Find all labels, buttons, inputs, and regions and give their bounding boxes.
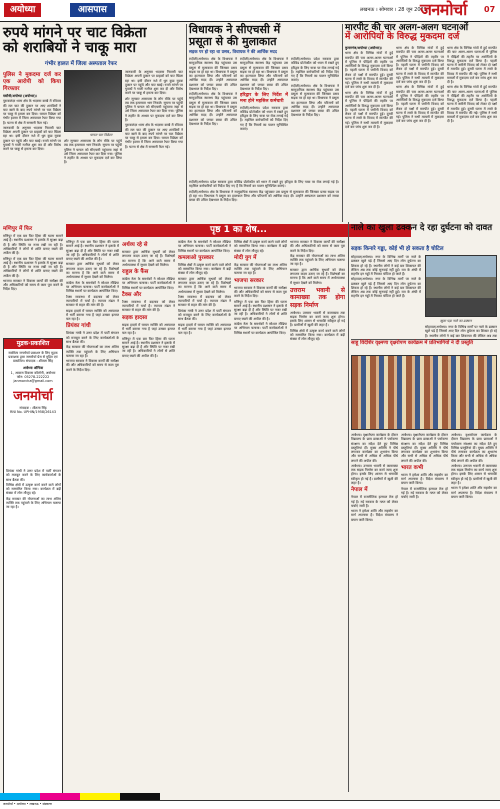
cont3-body3: टैक्स व्यवस्था में बदलाव को लेकर व्यापारियों में चर्चा है। व्यापार मंडल ने सरकार से राहत की मांग की है। xyxy=(178,294,231,308)
story1-body-c-cont: शोर सुनकर आसपास के लोग मौके पर पहुंचे तब तक हमलावर भाग निकले। सूचना पर पहुंची पुलिस ने घायल को सीएचसी पहुंचाया जहां से उसे जिला अस्पताल रेफर कर दिया गया। पुलिस ने तहरीर के आधार पर मुकदमा दर्ज कर लिया है। xyxy=(125,96,183,122)
story3-body-bottom: रुदौली/अयोध्या। प्रदेश सरकार द्वारा कोविड प्रोटोकॉल को ध्यान में रखते हुए हरिद्वार के लिए यात्रा पर रोक लगाई गई है। महसिल कर्मचारियों को निर्देश दिए गए हैं कि नियमों का पालन सुनिश्चित कराएं। xyxy=(189,180,339,189)
cont5-body3: सरकार द्वारा आर्थिक सुधारों को लेकर लगातार कदम उठाए जा रहे हैं। विशेषज्ञों का मानना है कि आने वाले समय में अर्थव्यवस्था में सुधार देखने को मिलेगा। xyxy=(290,267,345,285)
cont4-body: विभिन्न क्षेत्रों में उत्कृष्ट कार्य करने वाले लोगों को सम्मानित किया गया। कार्यक्रम में बड़ी संख्या में लोग मौजूद रहे। xyxy=(234,240,287,253)
cont-award-body: विभिन्न क्षेत्रों में उत्कृष्ट कार्य करने वाले लोगों को सम्मानित किया गया। कार्यक्रम में बड़ी संख्या में लोग मौजूद रहे। xyxy=(178,262,231,276)
column-rule xyxy=(342,24,343,222)
cont-award-title: कमलाओ पुरस्कार xyxy=(178,254,214,261)
story6-col-a xyxy=(351,433,398,790)
story5-body-cont: सोहावल/अयोध्या। नगर के विभिन्न मार्गों पर नाले के ढक्कन खुले पड़े हैं जिससे आए दिन लोग दुर्घटना का शिकार हो रहे हैं। स्थानीय लोगों ने कई बार शिकायत की लेकिन अब तक कोई सुनवाई नहीं हुई। रात के अंधेरे में राहगीर इन गड्ढों में गिरकर चोटिल हो जाते हैं। xyxy=(351,277,421,299)
cont1-body2: सरकार द्वारा आर्थिक सुधारों को लेकर लगातार कदम उठाए जा रहे हैं। विशेषज्ञों का मानना है कि आने वाले समय में अर्थव्यवस्था में सुधार देखने को मिलेगा। xyxy=(66,262,119,280)
imprint-phone: फोन: 05278-222222 xyxy=(16,374,50,379)
continued-manipur xyxy=(3,224,63,334)
cont-accident-body: सड़क हादसे में घायल व्यक्ति को अस्पताल में भर्ती कराया गया है जहां उसका इलाज चल रहा है। xyxy=(122,322,175,336)
story6-body3: भारत ने हमेशा शांति और सहयोग का मार्ग अपनाया है। विदेश मंत्रालय ने बयान जारी किया। xyxy=(351,509,398,522)
cont-priyanka-title: प्रियंका गांधी xyxy=(66,323,91,330)
continued-col-2 xyxy=(122,240,175,790)
story2-headline-line1: विधायक ने सीएचसी में xyxy=(189,23,281,36)
cont-road-body: अयोध्या। उत्तराम भवानी से कामाख्या तक सड़क निर्माण का कार्य जल्द शुरू होगा। इसके लिए शासन से धनराशि स्वीकृत हो गई है। ग्रामीणों में खुशी की लहर है। xyxy=(290,310,345,328)
cont-tax-title: टैक्स और xyxy=(122,291,142,298)
story4-body-b2: थाना क्षेत्र के विभिन्न गांवों में हुई मारपीट की चार अलग-अलग घटनाओं में पुलिस ने पीड़ितों की तहरीर पर आरोपियों के विरुद्ध मुकदमा दर्ज किया है। पहली घटना में जमीनी विवाद को लेकर दो पक्षों में मारपीट हुई। दूसरी घटना में रास्ते के विवाद में मारपीट की गई। पुलिस ने सभी मामलों में मुकदमा दर्ज कर जांच शुरू कर दी है। xyxy=(396,85,444,124)
cont1-body7: भाजपा सरकार ने विकास कार्यों की समीक्षा की और अधिकारियों को समय से काम पूरा करने के निर्देश दिए। xyxy=(66,359,119,372)
imprint-logo: जनमोर्चा xyxy=(13,389,53,405)
cont1-body3: कांग्रेस नेता के समर्थकों ने सोशल मीडिया पर अभियान चलाया। पार्टी कार्यकर्ताओं ने विभिन्न स्थानों पर कार्यक्रम आयोजित किए। xyxy=(66,280,119,294)
imprint-filler xyxy=(6,469,61,794)
cont-india-body: भारत ने हमेशा शांति और सहयोग का मार्ग अपनाया है। विदेश मंत्रालय ने बयान जारी किया। xyxy=(401,472,448,486)
story2-body-bottom: रुदौली/अयोध्या। क्षेत्र के विधायक ने सामुदायिक स्वास्थ्य केंद्र पहुंचकर उस प्रसूता से मुलाकात की जिसका प्रसव सड़क पर हो रहा था। विधायक ने प्रसूता का हालचाल लिया और परिजनों को आर्थिक मदद दी। उन्होंने अस्पताल प्रशासन को जच्चा बच्चा की उचित देखभाल के निर्देश दिए। xyxy=(189,189,339,203)
story1-headline xyxy=(3,26,183,56)
cont5-body4: विभिन्न क्षेत्रों में उत्कृष्ट कार्य करने वाले लोगों को सम्मानित किया गया। कार्यक्रम में बड़ी संख्या में लोग मौजूद रहे। xyxy=(290,328,345,342)
cont-nepal-body: नेपाल में राजनीतिक हलचल तेज हो गई है। नई सरकार के गठन को लेकर चर्चाएं जारी हैं। xyxy=(351,495,398,508)
story6-headline: साहू विदेशिर वृक्ष्मणा वृक्षरोपण कार्यक्रम में प्रतिभागियों ने दी प्रस्तुति xyxy=(351,340,474,346)
story4-col-a xyxy=(345,46,393,222)
cont-nepal-title: नेपाल में xyxy=(351,487,368,494)
cont1-body5: सड़क हादसे में घायल व्यक्ति को अस्पताल में भर्ती कराया गया है जहां उसका इलाज चल रहा है। xyxy=(66,308,119,321)
story2-subhead: सड़क पर हो रहा था प्रसव, विधायक ने की आर्थिक मदद xyxy=(189,50,277,55)
story6-body: अयोध्या। वृक्षारोपण कार्यक्रम के दौरान विद्यालय के छात्र छात्राओं ने पर्यावरण संरक्षण का संदेश देते हुए विभिन्न प्रस्तुतियां दीं। मुख्य अतिथि ने पौधे लगाकर कार्यक्रम का शुभारंभ किया और सभी से अधिक से अधिक पौधे लगाने की अपील की। xyxy=(351,433,398,463)
cont1-body4: टैक्स व्यवस्था में बदलाव को लेकर व्यापारियों में चर्चा है। व्यापार मंडल ने सरकार से राहत की मांग की है। xyxy=(66,294,119,308)
story4-col-b xyxy=(396,46,444,222)
section-label-aaspaas: आसपास xyxy=(70,3,115,17)
page-footer: जनमोर्चा • अयोध्या • लखनऊ • संस्करण xyxy=(0,800,500,809)
cont-bjp-title: भाजपा सरकार xyxy=(234,277,264,284)
imprint-email: janmorcha@gmail.com xyxy=(13,379,53,383)
story2-headline xyxy=(189,24,339,47)
filler-3: केंद्र सरकार की योजनाओं का लाभ अंतिम व्यक्ति तक पहुंचाने के लिए अभियान चलाया जा रहा है। xyxy=(6,496,61,510)
story1-blurb: पुलिस ने मुकदमा दर्ज कर एक आरोपी को किया गिरफ्तार xyxy=(3,72,61,92)
imprint-body-wrap xyxy=(4,349,62,417)
story1-caption: घायल चाट विक्रेता xyxy=(90,133,113,137)
imprint-title: मुद्रक-प्रकाशित xyxy=(4,339,62,349)
story2-col-c xyxy=(291,57,339,177)
continued-band-title: पृष्ठ 1 का शेष... xyxy=(210,225,267,235)
story6-body-b2: नेपाल में राजनीतिक हलचल तेज हो गई है। नई सरकार के गठन को लेकर चर्चाएं जारी हैं। xyxy=(401,486,448,500)
story6-col-b xyxy=(401,433,448,790)
imprint-body: स्वामित्व जनमोर्चा प्रकाशन के लिए मुद्रक प्रकाशक द्वारा जनमोर्चा प्रेस से मुद्रित एवं प्रकाशित। संपादक : शीतला सिंह xyxy=(8,350,58,363)
story4-body-b: थाना क्षेत्र के विभिन्न गांवों में हुई मारपीट की चार अलग-अलग घटनाओं में पुलिस ने पीड़ितों की तहरीर पर आरोपियों के विरुद्ध मुकदमा दर्ज किया है। पहली घटना में जमीनी विवाद को लेकर दो पक्षों में मारपीट हुई। दूसरी घटना में रास्ते के विवाद में मारपीट की गई। पुलिस ने सभी मामलों में मुकदमा दर्ज कर जांच शुरू कर दी है। xyxy=(396,46,444,84)
story4-headline xyxy=(345,24,497,43)
story6-body-c2: अयोध्या। उत्तराम भवानी से कामाख्या तक सड़क निर्माण का कार्य जल्द शुरू होगा। इसके लिए शासन से धनराशि स्वीकृत हो गई है। ग्रामीणों में खुशी की लहर है। xyxy=(451,463,497,485)
story4-col-c xyxy=(447,46,497,222)
registration-bar xyxy=(0,793,500,800)
filler-1: प्रियंका गांधी ने उत्तर प्रदेश में पार्टी संगठन को मजबूत करने के लिए कार्यकर्ताओं के साथ बैठक की। xyxy=(6,469,61,482)
story4-headline-line2: में आरोपियों के विरुद्ध मुकदमा दर्ज xyxy=(345,32,460,43)
story5-body-b: सोहावल/अयोध्या। नगर के विभिन्न मार्गों पर नाले के ढक्कन खुले पड़े हैं जिससे आए दिन लोग दुर्घटना का शिकार हो रहे हैं। स्थानीय लोगों ने कई बार शिकायत की लेकिन अब तक xyxy=(425,325,497,338)
cont1-body6: केंद्र सरकार की योजनाओं का लाभ अंतिम व्यक्ति तक पहुंचाने के लिए अभियान चलाया जा रहा है। xyxy=(66,345,119,358)
story4-dateline: कुमारगंज/अयोध्या (अयोध्या)। xyxy=(345,46,383,50)
imprint-editor: संपादक : शीतला सिंह xyxy=(19,405,47,410)
continued-col-4 xyxy=(234,240,287,790)
continued-manipur-title: मणिपुर में फिर xyxy=(3,226,33,232)
continued-manipur-body2: मणिपुर में एक बार फिर हिंसा की घटना सामने आई है। स्थानीय प्रशासन ने इलाके में सुरक्षा बढ़ा दी है और स्थिति पर नजर रखी जा रही है। अधिकारियों ने लोगों से शांति बनाए रखने की अपील की है। xyxy=(3,256,63,278)
filler-2: विभिन्न क्षेत्रों में उत्कृष्ट कार्य करने वाले लोगों को सम्मानित किया गया। कार्यक्रम में बड़ी संख्या में लोग मौजूद रहे। xyxy=(6,482,61,496)
story2-body-b: रुदौली/अयोध्या। क्षेत्र के विधायक ने सामुदायिक स्वास्थ्य केंद्र पहुंचकर उस प्रसूता से मुलाकात की जिसका प्रसव सड़क पर हो रहा था। विधायक ने प्रसूता का हालचाल लिया और परिजनों को आर्थिक मदद दी। उन्होंने अस्पताल प्रशासन को जच्चा बच्चा की उचित देखभाल के निर्देश दिए। xyxy=(240,57,288,91)
story2-col-b xyxy=(240,57,288,177)
cont-modi-body: केंद्र सरकार की योजनाओं का लाभ अंतिम व्यक्ति तक पहुंचाने के लिए अभियान चलाया जा रहा है। xyxy=(234,262,287,276)
story3-body: रुदौली/अयोध्या। प्रदेश सरकार द्वारा कोविड प्रोटोकॉल को ध्यान में रखते हुए हरिद्वार के लिए यात्रा पर रोक लगाई गई है। महसिल कर्मचारियों को निर्देश दिए गए हैं कि नियमों का पालन सुनिश्चित कराएं। xyxy=(240,105,288,131)
story4-headline-line1: मारपीट की चार अलग-अलग घटनाओं xyxy=(345,23,469,33)
story2-body-c: रुदौली/अयोध्या। क्षेत्र के विधायक ने सामुदायिक स्वास्थ्य केंद्र पहुंचकर उस प्रसूता से मुलाकात की जिसका प्रसव सड़क पर हो रहा था। विधायक ने प्रसूता का हालचाल लिया और परिजनों को आर्थिक मदद दी। उन्होंने अस्पताल प्रशासन को जच्चा बच्चा की उचित देखभाल के निर्देश दिए। xyxy=(291,83,339,118)
cont3-body2: सरकार द्वारा आर्थिक सुधारों को लेकर लगातार कदम उठाए जा रहे हैं। विशेषज्ञों का मानना है कि आने वाले समय में अर्थव्यवस्था में सुधार देखने को मिलेगा। xyxy=(178,276,231,294)
story3-subhead: हरिद्वार के लिए निर्देश में मना होने महसिल कर्मचारी xyxy=(240,93,288,104)
cont4-body2: मणिपुर में एक बार फिर हिंसा की घटना सामने आई है। स्थानीय प्रशासन ने इलाके में सुरक्षा बढ़ा दी है और स्थिति पर नजर रखी जा रही है। अधिकारियों ने लोगों से शांति बनाए रखने की अपील की है। xyxy=(234,299,287,321)
cont-accident-title: सड़क हादसा xyxy=(122,314,148,321)
story6-photo xyxy=(351,355,497,430)
story6-col-c xyxy=(451,433,497,790)
continued-col-1 xyxy=(66,240,119,790)
column-rule xyxy=(348,222,349,792)
cont-economy-body: सरकार द्वारा आर्थिक सुधारों को लेकर लगातार कदम उठाए जा रहे हैं। विशेषज्ञों का मानना है कि आने वाले समय में अर्थव्यवस्था में सुधार देखने को मिलेगा। xyxy=(122,250,175,267)
story4-body-c: थाना क्षेत्र के विभिन्न गांवों में हुई मारपीट की चार अलग-अलग घटनाओं में पुलिस ने पीड़ितों की तहरीर पर आरोपियों के विरुद्ध मुकदमा दर्ज किया है। पहली घटना में जमीनी विवाद को लेकर दो पक्षों में मारपीट हुई। दूसरी घटना में रास्ते के विवाद में मारपीट की गई। पुलिस ने सभी मामलों में मुकदमा दर्ज कर जांच शुरू कर दी है। xyxy=(447,46,497,84)
imprint-box xyxy=(3,338,63,798)
story1-subhead: गंभीर हालत में जिला अस्पताल रेफर xyxy=(45,61,117,67)
cont1-body: मणिपुर में एक बार फिर हिंसा की घटना सामने आई है। स्थानीय प्रशासन ने इलाके में सुरक्षा बढ़ा दी है और स्थिति पर नजर रखी जा रही है। अधिकारियों ने लोगों से शांति बनाए रखने की अपील की है। xyxy=(66,240,119,261)
story5-caption: खुला पड़ा नाले का ढक्कन xyxy=(440,319,472,323)
cont-tax-body: टैक्स व्यवस्था में बदलाव को लेकर व्यापारियों में चर्चा है। व्यापार मंडल ने सरकार से राहत की मांग की है। xyxy=(122,299,175,313)
story1-dateline: मसौधी/अयोध्या (अयोध्या)। xyxy=(3,93,38,98)
story2-headline-line2: प्रसूता से की मुलाकात xyxy=(189,34,277,48)
story4-body-c2: थाना क्षेत्र के विभिन्न गांवों में हुई मारपीट की चार अलग-अलग घटनाओं में पुलिस ने पीड़ितों की तहरीर पर आरोपियों के विरुद्ध मुकदमा दर्ज किया है। पहली घटना में जमीनी विवाद को लेकर दो पक्षों में मारपीट हुई। दूसरी घटना में रास्ते के विवाद में मारपीट की गई। पुलिस ने सभी मामलों में मुकदमा दर्ज कर जांच शुरू कर दी है। xyxy=(447,85,497,124)
story6-body-c: अयोध्या। वृक्षारोपण कार्यक्रम के दौरान विद्यालय के छात्र छात्राओं ने पर्यावरण संरक्षण का संदेश देते हुए विभिन्न प्रस्तुतियां दीं। मुख्य अतिथि ने पौधे लगाकर कार्यक्रम का शुभारंभ किया और सभी से अधिक से अधिक पौधे लगाने की अपील की। xyxy=(451,433,497,463)
cont-bjp-body: भाजपा सरकार ने विकास कार्यों की समीक्षा की और अधिकारियों को समय से काम पूरा करने के निर्देश दिए। xyxy=(234,285,287,299)
story1-body-b: जानकारी के अनुसार भदरसा निवासी चाट विक्रेता अपनी दुकान पर ग्राहकों को चाट खिला रहा था। इसी दौरान नशे में धुत कुछ युवक दुकान पर पहुंचे और चाट खाई। रुपये मांगने पर युवकों ने गाली गलौज शुरू कर दी और विरोध करने पर चाकू से हमला कर दिया। xyxy=(3,125,61,152)
story1-col-a xyxy=(3,70,61,220)
story2-bottom xyxy=(189,180,339,222)
story2-col-a xyxy=(189,57,237,177)
story1-headline-line2: को शराबियों ने चाकू मारा xyxy=(3,40,137,57)
story2-body-cont: रुदौली/अयोध्या। क्षेत्र के विधायक ने सामुदायिक स्वास्थ्य केंद्र पहुंचकर उस प्रसूता से मुलाकात की जिसका प्रसव सड़क पर हो रहा था। विधायक ने प्रसूता का हालचाल लिया और परिजनों को आर्थिक मदद दी। उन्होंने अस्पताल प्रशासन को जच्चा बच्चा की उचित देखभाल के निर्देश दिए। xyxy=(189,92,237,126)
story1-col-c xyxy=(125,70,183,220)
cont-modi-title: मोदी युग में xyxy=(234,254,257,261)
continued-col-3 xyxy=(178,240,231,790)
story2-body: रुदौली/अयोध्या। क्षेत्र के विधायक ने सामुदायिक स्वास्थ्य केंद्र पहुंचकर उस प्रसूता से मुलाकात की जिसका प्रसव सड़क पर हो रहा था। विधायक ने प्रसूता का हालचाल लिया और परिजनों को आर्थिक मदद दी। उन्होंने अस्पताल प्रशासन को जच्चा बच्चा की उचित देखभाल के निर्देश दिए। xyxy=(189,57,237,91)
cont-economy-title: अर्थव्य रहे से xyxy=(122,242,148,248)
cont-priyanka-body: प्रियंका गांधी ने उत्तर प्रदेश में पार्टी संगठन को मजबूत करने के लिए कार्यकर्ताओं के साथ बैठक की। xyxy=(66,331,119,344)
story5-col-b xyxy=(425,325,497,338)
section-label-ayodhya: अयोध्या xyxy=(4,3,41,17)
story6-body-c3: भारत ने हमेशा शांति और सहयोग का मार्ग अपनाया है। विदेश मंत्रालय ने बयान जारी किया। xyxy=(451,486,497,499)
story1-col-b xyxy=(64,139,122,221)
cont-rahul-body: कांग्रेस नेता के समर्थकों ने सोशल मीडिया पर अभियान चलाया। पार्टी कार्यकर्ताओं ने विभिन्न स्थानों पर कार्यक्रम आयोजित किए। xyxy=(122,277,175,290)
story4-body: थाना क्षेत्र के विभिन्न गांवों में हुई मारपीट की चार अलग-अलग घटनाओं में पुलिस ने पीड़ितों की तहरीर पर आरोपियों के विरुद्ध मुकदमा दर्ज किया है। पहली घटना में जमीनी विवाद को लेकर दो पक्षों में मारपीट हुई। दूसरी घटना में रास्ते के विवाद में मारपीट की गई। पुलिस ने सभी मामलों में मुकदमा दर्ज कर जांच शुरू कर दी है। xyxy=(345,51,393,90)
continued-manipur-body: मणिपुर में एक बार फिर हिंसा की घटना सामने आई है। स्थानीय प्रशासन ने इलाके में सुरक्षा बढ़ा दी है और स्थिति पर नजर रखी जा रही है। अधिकारियों ने लोगों से शांति बनाए रखने की अपील की है। xyxy=(3,234,63,256)
cont-india-title: भारत कभी xyxy=(401,464,424,471)
story6-body2: अयोध्या। उत्तराम भवानी से कामाख्या तक सड़क निर्माण का कार्य जल्द शुरू होगा। इसके लिए शासन से धनराशि स्वीकृत हो गई है। ग्रामीणों में खुशी की लहर है। xyxy=(351,463,398,485)
story6-body-b: अयोध्या। वृक्षारोपण कार्यक्रम के दौरान विद्यालय के छात्र छात्राओं ने पर्यावरण संरक्षण का संदेश देते हुए विभिन्न प्रस्तुतियां दीं। मुख्य अतिथि ने पौधे लगाकर कार्यक्रम का शुभारंभ किया और सभी से अधिक से अधिक पौधे लगाने की अपील की। xyxy=(401,433,448,463)
continued-manipur-body3: भाजपा सरकार ने विकास कार्यों की समीक्षा की और अधिकारियों को समय से काम पूरा करने के निर्देश दिए। xyxy=(3,278,63,292)
page-number: 07 xyxy=(484,5,496,14)
newspaper-logo: जनमोर्चा xyxy=(420,0,467,19)
story5-subhead: सड़क किनारे गड्ढा, कोई भी हो सकता है चोटिल xyxy=(351,246,444,252)
imprint-address: 1, आवास विकास कॉलोनी, अयोध्या xyxy=(10,370,56,375)
column-rule xyxy=(186,24,187,222)
story5-photo xyxy=(425,255,497,317)
cont-rahul-title: राहुल के फैंस xyxy=(122,269,149,276)
page-header xyxy=(0,0,500,22)
story4-body-cont: थाना क्षेत्र के विभिन्न गांवों में हुई मारपीट की चार अलग-अलग घटनाओं में पुलिस ने पीड़ितों की तहरीर पर आरोपियों के विरुद्ध मुकदमा दर्ज किया है। पहली घटना में जमीनी विवाद को लेकर दो पक्षों में मारपीट हुई। दूसरी घटना में रास्ते के विवाद में मारपीट की गई। पुलिस ने सभी मामलों में मुकदमा दर्ज कर जांच शुरू कर दी है। xyxy=(345,90,393,129)
story3-body-cont: रुदौली/अयोध्या। प्रदेश सरकार द्वारा कोविड प्रोटोकॉल को ध्यान में रखते हुए हरिद्वार के लिए यात्रा पर रोक लगाई गई है। महसिल कर्मचारियों को निर्देश दिए गए हैं कि नियमों का पालन सुनिश्चित कराएं। xyxy=(291,57,339,83)
cont5-body: भाजपा सरकार ने विकास कार्यों की समीक्षा की और अधिकारियों को समय से काम पूरा करने के निर्देश दिए। xyxy=(290,240,345,253)
continued-col-5 xyxy=(290,240,345,790)
cont5-body2: केंद्र सरकार की योजनाओं का लाभ अंतिम व्यक्ति तक पहुंचाने के लिए अभियान चलाया जा रहा है। xyxy=(290,253,345,267)
cont3-body5: सड़क हादसे में घायल व्यक्ति को अस्पताल में भर्ती कराया गया है जहां उसका इलाज चल रहा है। xyxy=(178,322,231,336)
story1-body-a-cont: पूराकलंदर थाना क्षेत्र के भदरसा कस्बे में रविवार की रात चाट की दुकान पर आए शराबियों ने चाट खाने के बाद रुपये मांगने पर चाट विक्रेता पर चाकू से हमला कर दिया। घायल विक्रेता को गंभीर हालत में जिला अस्पताल रेफर किया गया है। घटना से क्षेत्र में सनसनी फैल गई। xyxy=(125,123,183,149)
cont2-body: मणिपुर में एक बार फिर हिंसा की घटना सामने आई है। स्थानीय प्रशासन ने इलाके में सुरक्षा बढ़ा दी है और स्थिति पर नजर रखी जा रही है। अधिकारियों ने लोगों से शांति बनाए रखने की अपील की है। xyxy=(122,336,175,358)
imprint-address-title: अयोध्या ऑफिस xyxy=(23,366,43,371)
story5-headline-line1: नाले का खुला ढक्कन दे रहा दुर्घटना को दावत xyxy=(351,223,493,233)
story1-body-b-cont: जानकारी के अनुसार भदरसा निवासी चाट विक्रेता अपनी दुकान पर ग्राहकों को चाट खिला रहा था। इसी दौरान नशे में धुत कुछ युवक दुकान पर पहुंचे और चाट खाई। रुपये मांगने पर युवकों ने गाली गलौज शुरू कर दी और विरोध करने पर चाकू से हमला कर दिया। xyxy=(125,70,183,96)
cont3-body: कांग्रेस नेता के समर्थकों ने सोशल मीडिया पर अभियान चलाया। पार्टी कार्यकर्ताओं ने विभिन्न स्थानों पर कार्यक्रम आयोजित किए। xyxy=(178,240,231,253)
story1-headline-line1: रुपये मांगने पर चाट विक्रेता xyxy=(3,25,147,41)
cont4-body3: कांग्रेस नेता के समर्थकों ने सोशल मीडिया पर अभियान चलाया। पार्टी कार्यकर्ताओं ने विभिन्न स्थानों पर कार्यक्रम आयोजित किए। xyxy=(234,322,287,335)
story1-body-c: शोर सुनकर आसपास के लोग मौके पर पहुंचे तब तक हमलावर भाग निकले। सूचना पर पहुंची पुलिस ने घायल को सीएचसी पहुंचाया जहां से उसे जिला अस्पताल रेफर कर दिया गया। पुलिस ने तहरीर के आधार पर मुकदमा दर्ज कर लिया है। xyxy=(64,139,122,165)
story5-headline xyxy=(351,224,497,233)
story5-col-a xyxy=(351,255,421,337)
story1-photo xyxy=(64,70,122,132)
issue-date: लखनऊ । सोमवार । 28 जून 2021 xyxy=(360,7,427,13)
story1-body-a: पूराकलंदर थाना क्षेत्र के भदरसा कस्बे में रविवार की रात चाट की दुकान पर आए शराबियों ने चाट खाने के बाद रुपये मांगने पर चाट विक्रेता पर चाकू से हमला कर दिया। घायल विक्रेता को गंभीर हालत में जिला अस्पताल रेफर किया गया है। घटना से क्षेत्र में सनसनी फैल गई। xyxy=(3,99,61,125)
imprint-reg: RNI No. UPHIN/1958/26143 xyxy=(10,409,56,414)
cont3-body4: प्रियंका गांधी ने उत्तर प्रदेश में पार्टी संगठन को मजबूत करने के लिए कार्यकर्ताओं के साथ बैठक की। xyxy=(178,308,231,322)
cont-road-title: उत्तराम भवानी से कामाख्या तक होगा सड़क निर्माण xyxy=(290,286,345,309)
story5-body: सोहावल/अयोध्या। नगर के विभिन्न मार्गों पर नाले के ढक्कन खुले पड़े हैं जिससे आए दिन लोग दुर्घटना का शिकार हो रहे हैं। स्थानीय लोगों ने कई बार शिकायत की लेकिन अब तक कोई सुनवाई नहीं हुई। रात के अंधेरे में राहगीर इन गड्ढों में गिरकर चोटिल हो जाते हैं। xyxy=(351,255,421,276)
